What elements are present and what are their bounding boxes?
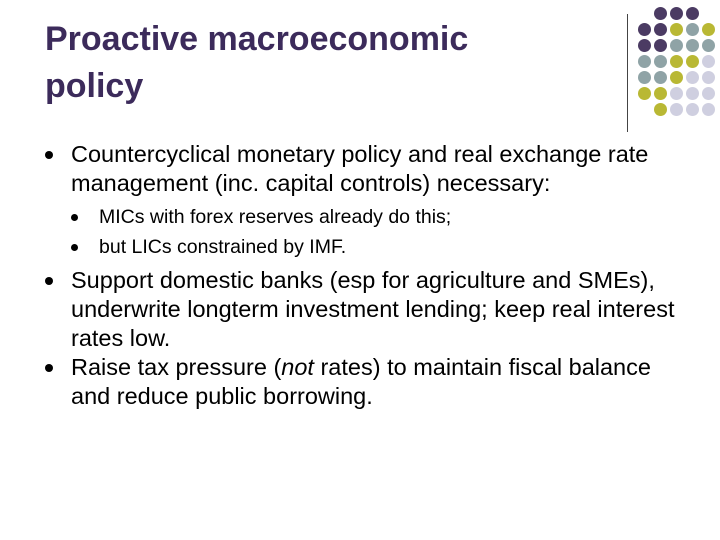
decorative-dot [638, 87, 651, 100]
decorative-dot [686, 55, 699, 68]
title-line-2: policy [45, 67, 144, 105]
bullet-text-1: Countercyclical monetary policy and real exchange rate management (inc. capital controls) necessary: [71, 141, 649, 196]
title-line-1: Proactive macroeconomic [45, 20, 469, 58]
bullet-text-2: Support domestic banks (esp for agriculture and SMEs), underwrite longterm investment lending; keep real interest rates low. [71, 267, 675, 351]
decorative-dot [686, 103, 699, 116]
decorative-dot [686, 87, 699, 100]
decorative-dot [670, 87, 683, 100]
decorative-dot [654, 7, 667, 20]
bullet-text-3-before: Raise tax pressure ( [71, 354, 282, 380]
sub-bullet-item-1 [71, 202, 685, 232]
decorative-dot [638, 71, 651, 84]
decorative-dot [638, 55, 651, 68]
decorative-dot [670, 103, 683, 116]
decorative-dot [686, 71, 699, 84]
sub-bullet-dot-icon [71, 214, 78, 221]
decorative-dot [670, 7, 683, 20]
decorative-dot [638, 39, 651, 52]
decorative-dot [670, 23, 683, 36]
decorative-dot [686, 23, 699, 36]
bullet-item-2 [45, 266, 685, 353]
decorative-dot [702, 39, 715, 52]
slide-title [45, 16, 605, 110]
decorative-dot [670, 71, 683, 84]
decorative-dot [654, 87, 667, 100]
decorative-dot [702, 87, 715, 100]
title-divider [627, 14, 628, 132]
decorative-dot [654, 55, 667, 68]
decorative-dot [670, 55, 683, 68]
sub-bullet-item-2 [71, 232, 685, 262]
decorative-dot [654, 103, 667, 116]
bullet-text-3-emphasis: not [281, 354, 314, 380]
decorative-dot [654, 23, 667, 36]
bullet-dot-icon [45, 364, 53, 372]
decorative-dot [686, 39, 699, 52]
bullet-dot-icon [45, 151, 53, 159]
decorative-dot [670, 39, 683, 52]
bullet-item-3 [45, 353, 685, 411]
decorative-dot [702, 23, 715, 36]
decorative-dot [702, 71, 715, 84]
decorative-dot-grid [638, 7, 718, 119]
bullet-dot-icon [45, 277, 53, 285]
bullet-item-1 [45, 140, 685, 262]
decorative-dot [638, 23, 651, 36]
sub-bullet-dot-icon [71, 244, 78, 251]
decorative-dot [654, 39, 667, 52]
bullet-list [45, 140, 685, 411]
decorative-dot [686, 7, 699, 20]
decorative-dot [702, 55, 715, 68]
sub-bullet-text-1: MICs with forex reserves already do this; [99, 206, 452, 228]
decorative-dot-empty [638, 103, 651, 116]
decorative-dot-empty [702, 7, 715, 20]
decorative-dot [654, 71, 667, 84]
bullet-text-3-after: rates) to maintain fiscal balance and reduce public borrowing. [71, 354, 651, 409]
decorative-dot [702, 103, 715, 116]
decorative-dot-empty [638, 7, 651, 20]
sub-bullet-list [71, 202, 685, 262]
sub-bullet-text-2: but LICs constrained by IMF. [99, 236, 347, 258]
